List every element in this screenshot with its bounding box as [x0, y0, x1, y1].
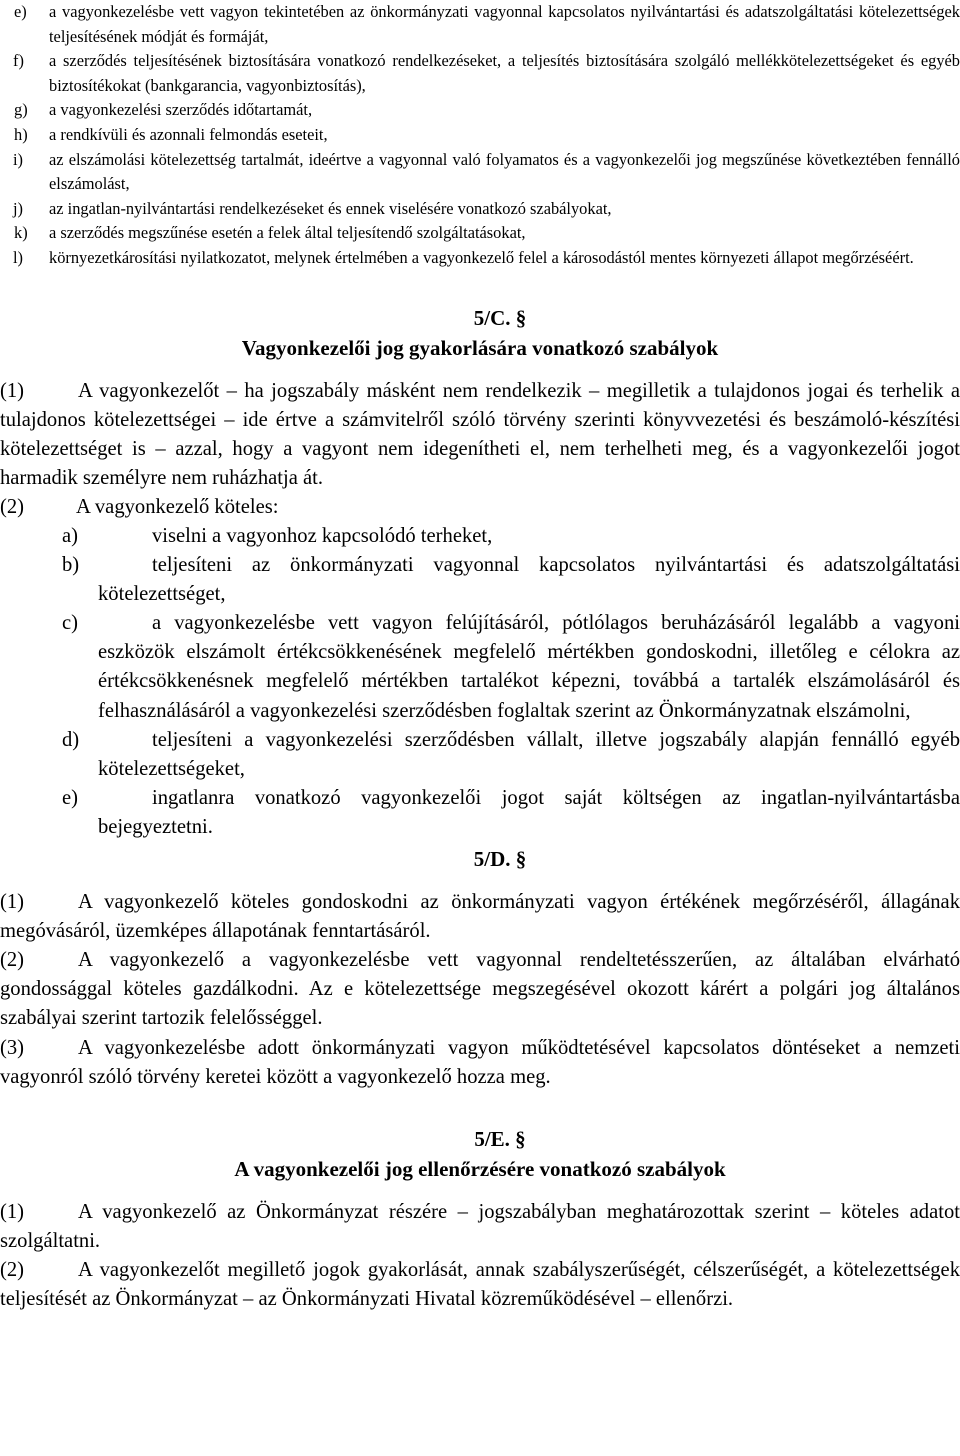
list-label: g): [14, 100, 28, 120]
obligation-item: [0, 726, 960, 784]
list-item: [0, 123, 960, 148]
list-item: [0, 148, 960, 197]
list-item: [0, 197, 960, 222]
list-label: i): [13, 149, 24, 169]
list-text: a vagyonkezelési szerződés időtartamát,: [49, 100, 313, 120]
list-label: j): [13, 198, 24, 218]
list-text: a szerződés megszűnése esetén a felek által teljesítendő szolgáltatásokat,: [49, 223, 526, 243]
paragraph-text: A vagyonkezelőt megillető jogok gyakorlását, annak szabályszerűségét, célszerűségét, a kötelezettségek teljesítését az Önkormányzat – az Önkormányzati Hivatal közreműködésével – ellenőrzi.: [0, 1258, 960, 1310]
list-text: a rendkívüli és azonnali felmondás eseteit,: [49, 124, 328, 144]
section-number: 5/C. §: [473, 305, 527, 330]
list-label: e): [14, 2, 27, 21]
item-label: a): [62, 525, 78, 547]
paragraph-number: (1): [0, 891, 25, 914]
paragraph-number: (2): [0, 1258, 25, 1281]
paragraph-text: A vagyonkezelő köteles:: [76, 495, 279, 518]
paragraph-text: A vagyonkezelőt – ha jogszabály másként nem rendelkezik – megilletik a tulajdonos jogai és terhelik a tulajdonos kötelezettségei – ide értve a számvitelről szóló törvény szerinti könyvvezetési és beszámoló-készítési kötelezettséget is – azzal, hogy a vagyont nem idegenítheti el, nem terhelheti meg, és a vagyonkezelői jogot harmadik személyre nem ruházhatja át.: [0, 379, 960, 489]
item-text: ingatlanra vonatkozó vagyonkezelői jogot saját költségen az ingatlan-nyilvántartásba bejegyeztetni.: [98, 786, 960, 838]
paragraph-number: (2): [0, 949, 25, 972]
item-label: d): [62, 728, 80, 751]
section-body: [0, 377, 960, 843]
section-body: [0, 1198, 960, 1314]
paragraph-number: (3): [0, 1036, 25, 1059]
item-label: c): [62, 612, 78, 635]
item-text: a vagyonkezelésbe vett vagyon felújításáról, pótlólagos beruházásáról legalább a vagyoni eszközök elszámolt értékcsökkenésének megfelelő mértékben gondoskodni, illetőleg e célokra az értékcsökkenésnek megfelelő mértékben tartalékot képezni, továbbá a tartalék elszámolásáról és felhasználásáról a vagyonkezelési szerződésben foglaltak szerint az Önkormányzatnak elszámolni,: [98, 612, 960, 722]
section-number: 5/E. §: [474, 1126, 526, 1151]
paragraph: [0, 1198, 960, 1256]
item-text: teljesíteni a vagyonkezelési szerződésben vállalt, illetve jogszabály alapján fennálló egyéb kötelezettségeket,: [98, 728, 960, 780]
paragraph: [0, 1034, 960, 1092]
paragraph: [0, 888, 960, 946]
paragraph-number: (2): [0, 495, 25, 518]
item-text: teljesíteni az önkormányzati vagyonnal kapcsolatos nyilvántartási és adatszolgáltatási kötelezettséget,: [98, 554, 960, 606]
paragraph-text: A vagyonkezelésbe adott önkormányzati vagyon működtetésével kapcsolatos döntéseket a nemzeti vagyonról szóló törvény keretei között a vagyonkezelő hozza meg.: [0, 1036, 960, 1088]
paragraph-text: A vagyonkezelő köteles gondoskodni az önkormányzati vagyon értékének megőrzéséről, állagának megóvásáról, üzemképes állapotának fenntartásáról.: [0, 891, 960, 943]
list-item: [0, 98, 960, 123]
list-item: [0, 221, 960, 246]
paragraph-number: (1): [0, 1200, 25, 1223]
obligation-item: [0, 784, 960, 842]
list-label: k): [14, 223, 28, 243]
obligation-item: [0, 522, 960, 551]
item-label: b): [62, 554, 80, 577]
section-body: [0, 888, 960, 1092]
paragraph-text: A vagyonkezelő a vagyonkezelésbe vett vagyonnal rendeltetésszerűen, az általában elvárható gondossággal köteles gazdálkodni. Az e kötelezettsége megszegésével okozott kárért a polgári jog általános szabályai szerint tartozik felelősséggel.: [0, 949, 960, 1030]
list-text: a vagyonkezelésbe vett vagyon tekintetében az önkormányzati vagyonnal kapcsolatos nyilvántartási és adatszolgáltatási kötelezettségek teljesítésének módját és formáját,: [49, 2, 960, 46]
list-item: [0, 49, 960, 98]
list-item: [0, 0, 960, 49]
list-label: l): [13, 247, 24, 267]
list-text: az elszámolási kötelezettség tartalmát, ideértve a vagyonnal való folyamatos és a vagyonkezelői jog megszűnése következtében fennálló elszámolást,: [49, 149, 960, 194]
section-number: 5/D. §: [473, 847, 527, 872]
paragraph: [0, 946, 960, 1033]
list-text: környezetkárosítási nyilatkozatot, melynek értelmében a vagyonkezelő felel a károsodástól mentes környezeti állapot megőrzéséért.: [49, 247, 914, 267]
section-title: A vagyonkezelői jog ellenőrzésére vonatkozó szabályok: [234, 1156, 726, 1181]
paragraph-text: A vagyonkezelő az Önkormányzat részére – jogszabályban meghatározottak szerint – köteles adatot szolgáltatni.: [0, 1200, 960, 1252]
paragraph: [0, 493, 960, 522]
list-label: f): [13, 51, 24, 71]
paragraph: [0, 377, 960, 493]
obligation-item: [0, 551, 960, 609]
paragraph: [0, 1256, 960, 1314]
list-item: [0, 246, 960, 271]
contract-content-list: [0, 0, 960, 271]
paragraph-number: (1): [0, 379, 25, 402]
obligation-item: [0, 609, 960, 725]
section-title: Vagyonkezelői jog gyakorlására vonatkozó szabályok: [241, 335, 719, 360]
list-label: h): [14, 124, 28, 144]
list-text: a szerződés teljesítésének biztosítására vonatkozó rendelkezéseket, a teljesítés biztosítására szolgáló mellékkötelezettségeket és egyéb biztosítékokat (bankgarancia, vagyonbiztosítás),: [49, 51, 960, 95]
list-text: az ingatlan-nyilvántartási rendelkezéseket és ennek viselésére vonatkozó szabályokat,: [49, 198, 612, 218]
item-label: e): [62, 786, 78, 809]
item-text: viselni a vagyonhoz kapcsolódó terheket,: [152, 525, 493, 547]
